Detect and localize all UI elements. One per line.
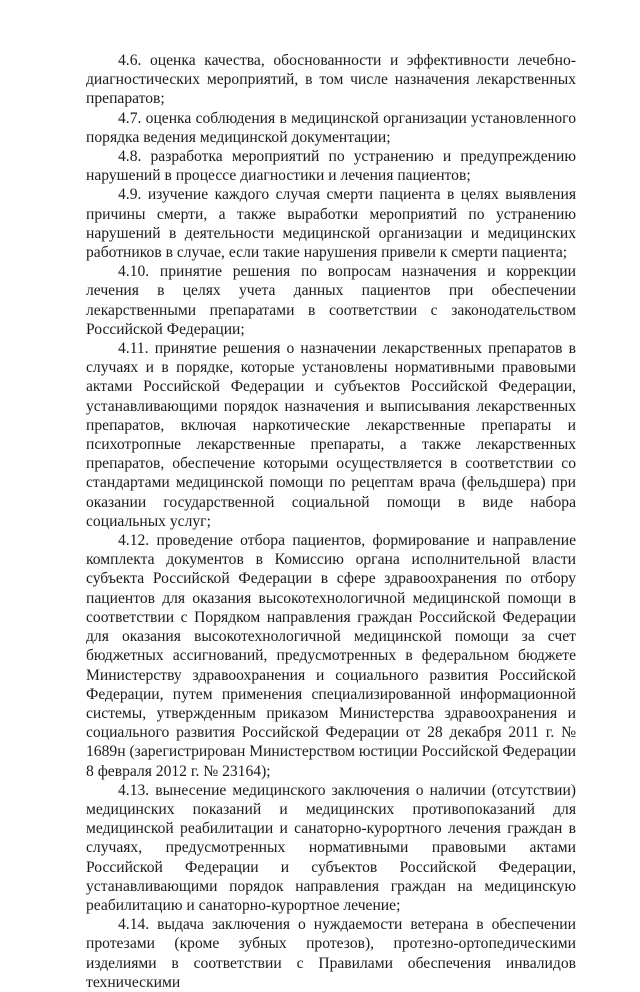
paragraph-4-14: 4.14. выдача заключения о нуждаемости ветерана в обеспечении протезами (кроме зубных протезов), протезно-ортопедическими изделиями в соответствии с Правилами обеспечения инвалидов техническими: [86, 916, 576, 991]
paragraph-4-11: 4.11. принятие решения о назначении лекарственных препаратов в случаях и в порядке, которые установлены нормативными правовыми актами Российской Федерации и субъектов Российской Федерации, устанавливающими порядок назначения и выписывания лекарственных препаратов, включая наркотические лекарственные препараты и психотропные лекарственные препараты, а также лекарственных препаратов, обеспечение которыми осуществляется в соответствии со стандартами медицинской помощи по рецептам врача (фельдшера) при оказании государственной социальной помощи в виде набора социальных услуг;: [86, 340, 576, 530]
paragraph-4-12: 4.12. проведение отбора пациентов, формирование и направление комплекта документов в Комиссию органа исполнительной власти субъекта Российской Федерации в сфере здравоохранения по отбору пациентов для оказания высокотехнологичной медицинской помощи в соответствии с Порядком направления граждан Российской Федерации для оказания высокотехнологичной медицинской помощи за счет бюджетных ассигнований, предусмотренных в федеральном бюджете Министерству здравоохранения и социального развития Российской Федерации, путем применения специализированной информационной системы, утвержденным приказом Министерства здравоохранения и социального развития Российской Федерации от 28 декабря 2011 г. № 1689н (зарегистрирован Министерством юстиции Российской Федерации 8 февраля 2012 г. № 23164);: [86, 532, 576, 780]
paragraph-4-13: 4.13. вынесение медицинского заключения о наличии (отсутствии) медицинских показаний и медицинских противопоказаний для медицинской реабилитации и санаторно-курортного лечения граждан в случаях, предусмотренных нормативными правовыми актами Российской Федерации и субъектов Российской Федерации, устанавливающими порядок направления граждан на медицинскую реабилитацию и санаторно-курортное лечение;: [86, 781, 576, 914]
paragraph-4-8: 4.8. разработка мероприятий по устранению и предупреждению нарушений в процессе диагностики и лечения пациентов;: [86, 148, 576, 185]
document-page: [86, 51, 576, 992]
paragraph-4-7: 4.7. оценка соблюдения в медицинской организации установленного порядка ведения медицинской документации;: [86, 109, 576, 146]
paragraph-4-10: 4.10. принятие решения по вопросам назначения и коррекции лечения в целях учета данных пациентов при обеспечении лекарственными препаратами в соответствии с законодательством Российской Федерации;: [86, 263, 576, 338]
paragraph-4-9: 4.9. изучение каждого случая смерти пациента в целях выявления причины смерти, а также выработки мероприятий по устранению нарушений в деятельности медицинской организации и медицинских работников в случае, если такие нарушения привели к смерти пациента;: [86, 186, 576, 262]
paragraph-4-6: 4.6. оценка качества, обоснованности и эффективности лечебно-диагностических мероприятий, в том числе назначения лекарственных препаратов;: [86, 52, 576, 108]
